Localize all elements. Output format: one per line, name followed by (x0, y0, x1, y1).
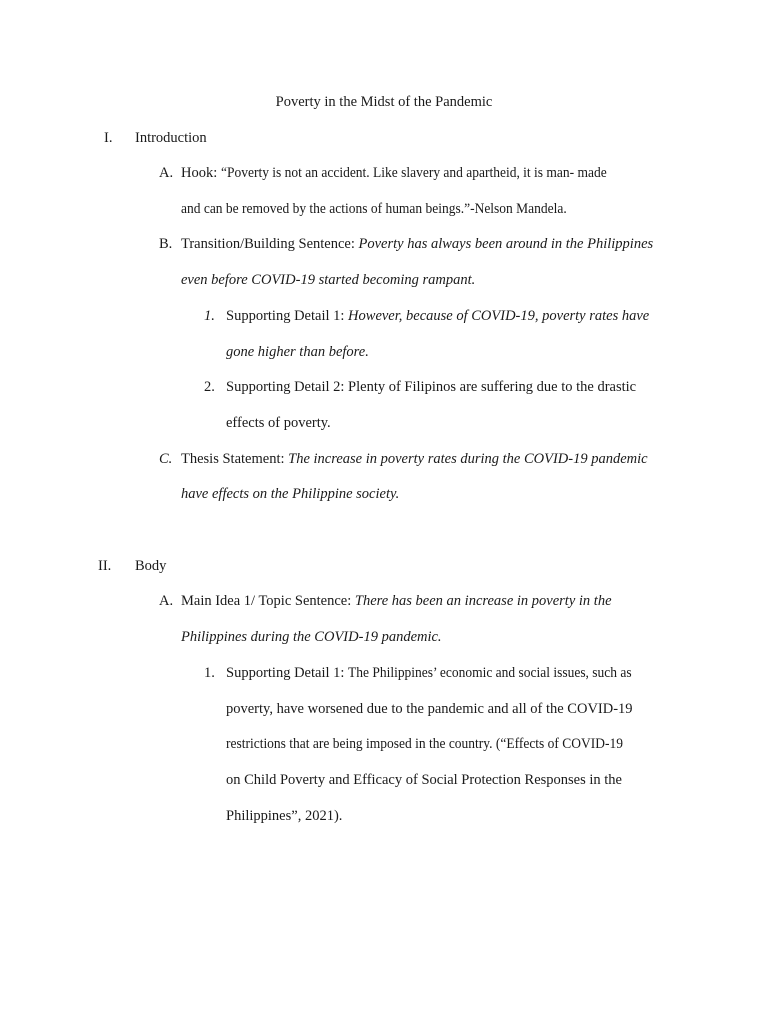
section-numeral-body: II. (98, 558, 112, 574)
intro-detail-1-label: Supporting Detail 1: (226, 308, 349, 324)
main-idea-1-text-line-1: There has been an increase in poverty in the (354, 593, 612, 609)
thesis-line-1 (181, 449, 648, 469)
body-detail-1-text-line-3 (226, 734, 653, 754)
item-marker-thesis: C. (159, 451, 173, 467)
transition-line-1 (181, 234, 653, 254)
item-marker-transition: B. (159, 236, 173, 252)
section-heading-introduction: Introduction (135, 130, 207, 146)
detail-marker-body-1: 1. (204, 665, 215, 681)
main-idea-1-line-1 (181, 591, 612, 611)
intro-detail-2-text-line-1: Plenty of Filipinos are suffering due to the drastic (348, 379, 637, 395)
thesis-label: Thesis Statement: (181, 451, 289, 467)
body-detail-1-text-line-5: Philippines”, 2021). (226, 808, 343, 824)
body-detail-1-text-line-4: on Child Poverty and Efficacy of Social Protection Responses in the (226, 772, 622, 788)
transition-text-line-1: Poverty has always been around in the Philippines (358, 236, 654, 252)
detail-marker-intro-2: 2. (204, 379, 215, 395)
main-idea-1-label: Main Idea 1/ Topic Sentence: (181, 593, 355, 609)
hook-line-1 (181, 163, 636, 183)
item-marker-hook: A. (159, 165, 174, 181)
section-numeral-introduction: I. (104, 130, 113, 146)
item-marker-main-idea-1: A. (159, 593, 174, 609)
detail-marker-intro-1: 1. (204, 308, 215, 324)
hook-quote-line-1: “Poverty is not an accident. Like slavery and apartheid, it is man- made (220, 165, 607, 181)
body-detail-1-text-line-3-span: restrictions that are being imposed in the country. (“Effects of COVID-19 (226, 736, 623, 752)
body-detail-1-text-line-2: poverty, have worsened due to the pandemic and all of the COVID-19 (226, 701, 633, 717)
body-detail-1-line-1 (226, 663, 653, 683)
body-detail-1-text-line-1: The Philippines’ economic and social issues, such as (348, 665, 632, 681)
intro-detail-2-text-line-2: effects of poverty. (226, 415, 331, 431)
document-title: Poverty in the Midst of the Pandemic (275, 94, 493, 110)
intro-detail-1-text-line-2: gone higher than before. (226, 344, 369, 360)
main-idea-1-text-line-2: Philippines during the COVID-19 pandemic. (181, 629, 442, 645)
thesis-text-line-1: The increase in poverty rates during the COVID-19 pandemic (288, 451, 648, 467)
body-detail-1-label: Supporting Detail 1: (226, 665, 349, 681)
intro-detail-2-label: Supporting Detail 2: (226, 379, 349, 395)
thesis-text-line-2: have effects on the Philippine society. (181, 486, 400, 502)
intro-detail-1-line-1 (226, 306, 649, 326)
intro-detail-1-text-line-1: However, because of COVID-19, poverty rates have (348, 308, 650, 324)
hook-quote-line-2: and can be removed by the actions of human beings.”-Nelson Mandela. (181, 201, 567, 217)
hook-label: Hook: (181, 165, 221, 181)
transition-label: Transition/Building Sentence: (181, 236, 359, 252)
intro-detail-2-line-1 (226, 377, 636, 397)
section-heading-body: Body (135, 558, 167, 574)
transition-text-line-2: even before COVID-19 started becoming rampant. (181, 272, 476, 288)
hook-line-2 (181, 199, 596, 219)
